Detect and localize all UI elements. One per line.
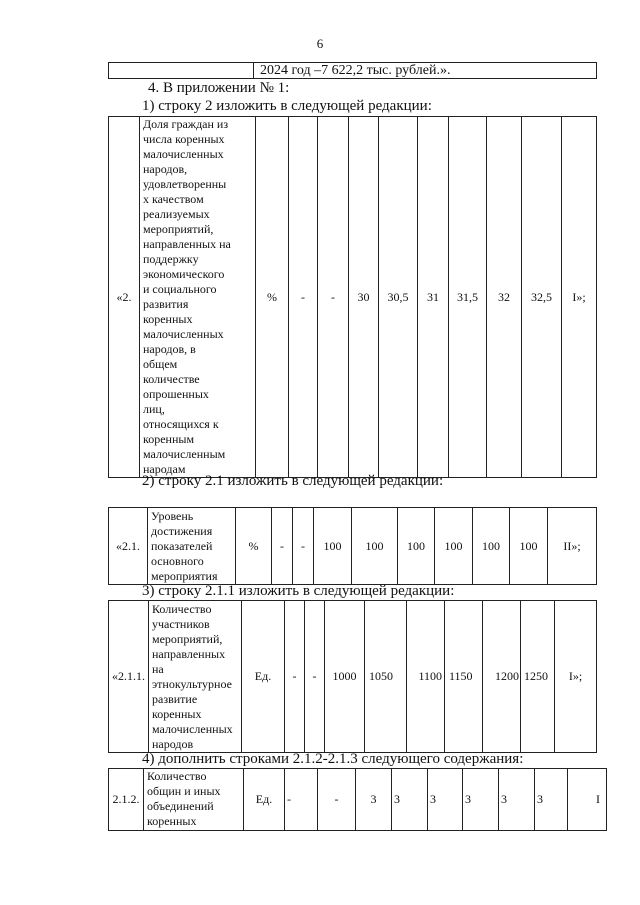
value-cell: 30	[349, 117, 379, 478]
value-cell: -	[305, 601, 325, 753]
value-cell: 100	[473, 508, 510, 585]
row-number: «2.1.1.	[109, 601, 149, 753]
value-cell: -	[285, 769, 318, 831]
value-cell: 1150	[445, 601, 483, 753]
table-row	[109, 769, 607, 831]
value-cell: 1250	[521, 601, 555, 753]
continuation-empty-cell	[109, 63, 254, 79]
value-cell: 32	[487, 117, 522, 478]
value-cell: 3	[356, 769, 392, 831]
end-cell: I»;	[555, 601, 597, 753]
continuation-text: 2024 год –7 622,2 тыс. рублей.».	[254, 63, 597, 79]
instruction-1: 1) строку 2 изложить в следующей редакции:	[142, 98, 432, 114]
unit-cell: Ед.	[242, 601, 285, 753]
unit-cell: %	[256, 117, 289, 478]
page-number: 6	[316, 36, 324, 51]
indicator-description: Уровень достижения показателей основного мероприятия	[148, 508, 236, 585]
instruction-4: 4) дополнить строками 2.1.2-2.1.3 следующего содержания:	[142, 751, 524, 767]
table-row	[109, 601, 597, 753]
row-number: «2.1.	[109, 508, 148, 585]
unit-cell: %	[236, 508, 272, 585]
value-cell: 100	[435, 508, 473, 585]
row-number: «2.	[109, 117, 140, 478]
indicator-description: Количество общин и иных объединений коренных	[144, 769, 244, 831]
value-cell: 1050	[365, 601, 407, 753]
value-cell: 32,5	[522, 117, 562, 478]
value-cell: 100	[352, 508, 398, 585]
indicator-description: Доля граждан из числа коренных малочисленных народов, удовлетворенны х качеством реализуемых мероприятий, направленных на поддержку экономического и социального развития коренных малочисленных народов, в общем количестве опрошенных лиц, относящихся к коренным малочисленным народам	[140, 117, 256, 478]
continuation-table	[108, 62, 597, 79]
instruction-2: 2) строку 2.1 изложить в следующей редакции:	[142, 473, 444, 489]
end-cell: I»;	[562, 117, 597, 478]
table-row	[109, 508, 597, 585]
table-row	[109, 117, 597, 478]
end-cell: II»;	[548, 508, 597, 585]
value-cell: 100	[510, 508, 548, 585]
value-cell: -	[318, 117, 349, 478]
value-cell: 3	[463, 769, 499, 831]
value-cell: 31	[418, 117, 449, 478]
value-cell: 3	[499, 769, 535, 831]
indicator-table-row-2-1-2	[108, 768, 607, 831]
unit-cell: Ед.	[244, 769, 285, 831]
end-cell: I	[568, 769, 607, 831]
instruction-3: 3) строку 2.1.1 изложить в следующей редакции:	[142, 583, 455, 599]
value-cell: -	[285, 601, 305, 753]
value-cell: 1200	[483, 601, 521, 753]
indicator-table-row-2-1	[108, 507, 597, 585]
value-cell: -	[293, 508, 314, 585]
value-cell: -	[318, 769, 356, 831]
indicator-table-row-2	[108, 116, 597, 478]
indicator-table-row-2-1-1	[108, 600, 597, 753]
value-cell: 100	[314, 508, 352, 585]
row-number: 2.1.2.	[109, 769, 144, 831]
indicator-description: Количество участников мероприятий, направленных на этнокультурное развитие коренных малочисленных народов	[149, 601, 242, 753]
value-cell: 100	[398, 508, 435, 585]
value-cell: 3	[392, 769, 428, 831]
value-cell: -	[289, 117, 318, 478]
value-cell: -	[272, 508, 293, 585]
value-cell: 30,5	[379, 117, 418, 478]
appendix-heading: 4. В приложении № 1:	[148, 80, 290, 96]
value-cell: 3	[535, 769, 568, 831]
value-cell: 3	[428, 769, 463, 831]
value-cell: 1000	[325, 601, 365, 753]
value-cell: 1100	[407, 601, 445, 753]
value-cell: 31,5	[449, 117, 487, 478]
